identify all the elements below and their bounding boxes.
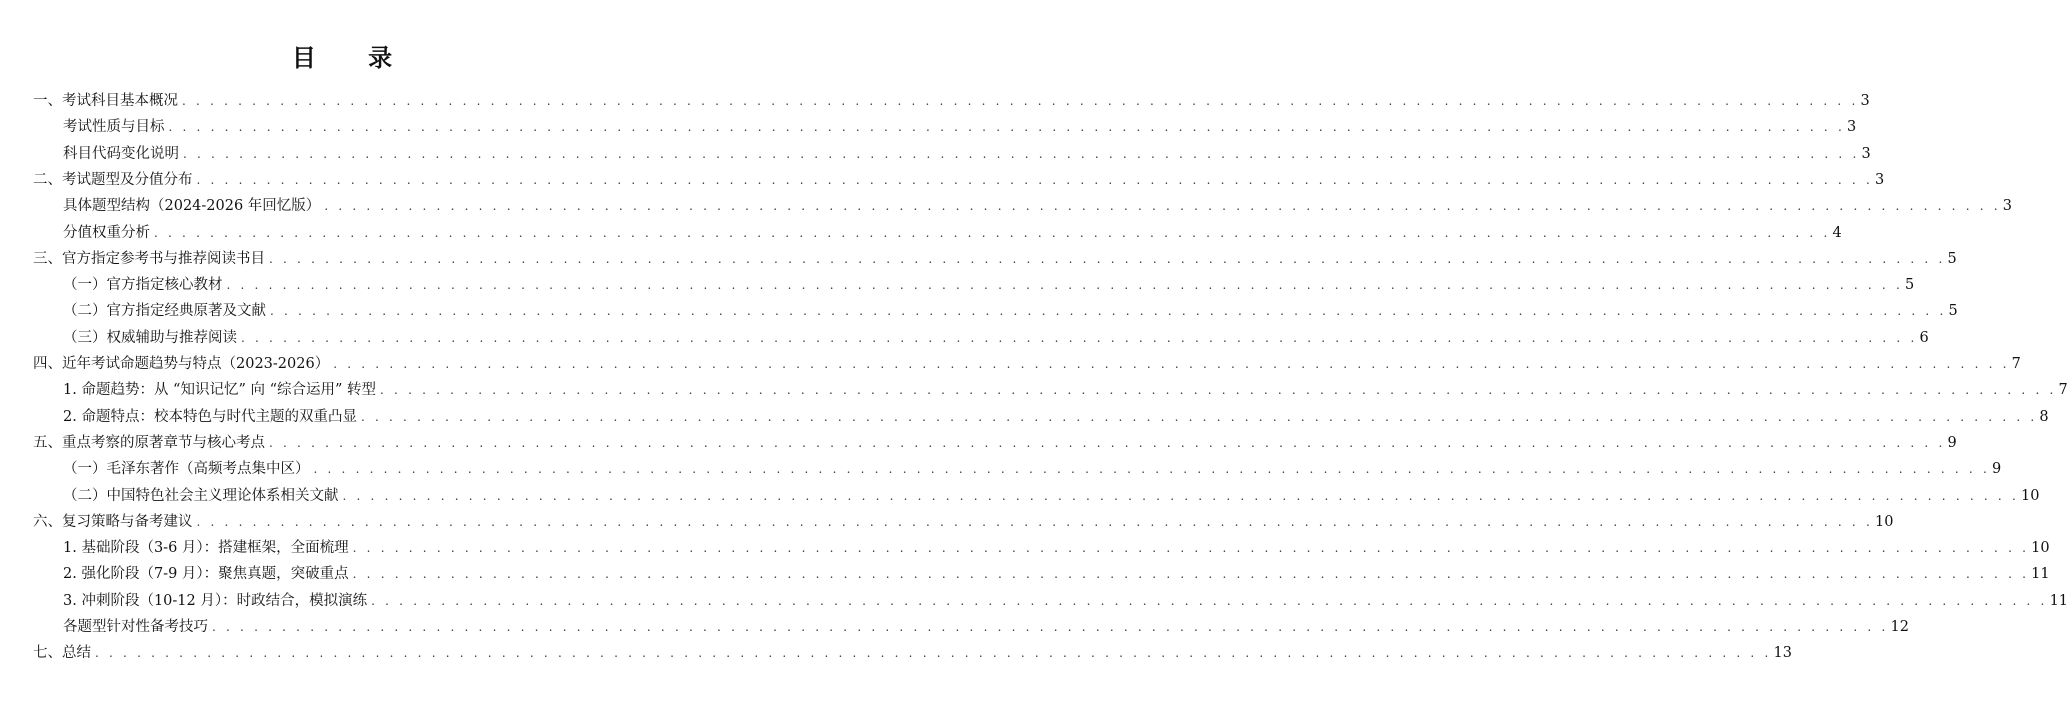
toc-page-number: 3 [1860, 93, 1870, 109]
toc-dot-leader: . . . . . . . . . . . . . . . . . . . . . . . . . . . . . . . . . . . . . . . . . . . . . . . . . . . . . . . . . . . . . . . . . . . . . . . . . . . . . . . . . . . . . . . . . . . . . . . . . . . . . . . . . . . . . . . . . . . . . . . . [182, 94, 1859, 108]
toc-dot-leader: . . . . . . . . . . . . . . . . . . . . . . . . . . . . . . . . . . . . . . . . . . . . . . . . . . . . . . . . . . . . . . . . . . . . . . . . . . . . . . . . . . . . . . . . . . . . . . . . . . . . . . . . . . . . . . . . . . . . . . . . [269, 251, 1946, 266]
toc-entry[interactable] [63, 216, 1842, 242]
toc-page-number: 5 [1948, 303, 1958, 320]
toc-entry[interactable] [63, 479, 2040, 505]
toc-entry[interactable] [63, 452, 2002, 478]
toc-page-number: 3 [1846, 119, 1857, 136]
toc-page-number: 10 [1874, 513, 1894, 530]
toc-page-number: 11 [2031, 566, 2050, 583]
toc-entry-label: （二）中国特色社会主义理论体系相关文献 [63, 487, 339, 504]
toc-page-number: 3 [1874, 171, 1885, 188]
toc-entry-label: 三、官方指定参考书与推荐阅读书目 [33, 250, 265, 267]
page-title: 目 录 [291, 44, 415, 72]
toc-entry-label: 二、考试题型及分值分布 [33, 171, 193, 188]
toc-entry-label: 一、考试科目基本概况 [33, 93, 178, 109]
toc-page-number: 8 [2039, 408, 2049, 425]
toc-entry-label: 六、复习策略与备考建议 [33, 513, 193, 530]
toc-dot-leader: . . . . . . . . . . . . . . . . . . . . . . . . . . . . . . . . . . . . . . . . . . . . . . . . . . . . . . . . . . . . . . . . . . . . . . . . . . . . . . . . . . . . . . . . . . . . . . . . . . . . . . . . . . . . . . . . . . . . . . . . [371, 593, 2048, 608]
toc-entry[interactable] [63, 584, 2068, 610]
toc-dot-leader: . . . . . . . . . . . . . . . . . . . . . . . . . . . . . . . . . . . . . . . . . . . . . . . . . . . . . . . . . . . . . . . . . . . . . . . . . . . . . . . . . . . . . . . . . . . . . . . . . . . . . . . . . . . . . . . . . . . . . . . . [212, 620, 1889, 634]
toc-dot-leader: . . . . . . . . . . . . . . . . . . . . . . . . . . . . . . . . . . . . . . . . . . . . . . . . . . . . . . . . . . . . . . . . . . . . . . . . . . . . . . . . . . . . . . . . . . . . . . . . . . . . . . . . . . . . . . . . . . . . . . . . [352, 541, 2030, 556]
toc-page-number: 7 [2058, 382, 2068, 399]
toc-dot-leader: . . . . . . . . . . . . . . . . . . . . . . . . . . . . . . . . . . . . . . . . . . . . . . . . . . . . . . . . . . . . . . . . . . . . . . . . . . . . . . . . . . . . . . . . . . . . . . . . . . . . . . . . . . . . . . . . . . . . . . . . [241, 330, 1918, 345]
toc-page-number: 9 [1991, 461, 2002, 478]
toc-entry-label: （一）官方指定核心教材 [63, 277, 223, 294]
toc-entry[interactable] [33, 505, 1894, 531]
toc-entry[interactable] [33, 347, 2021, 373]
toc-entry[interactable] [63, 400, 2049, 426]
toc-dot-leader: . . . . . . . . . . . . . . . . . . . . . . . . . . . . . . . . . . . . . . . . . . . . . . . . . . . . . . . . . . . . . . . . . . . . . . . . . . . . . . . . . . . . . . . . . . . . . . . . . . . . . . . . . . . . . . . . . . . . . . . . [183, 146, 1860, 161]
toc-page-number: 4 [1832, 224, 1842, 241]
toc-entry-label: 分值权重分析 [63, 224, 150, 241]
toc-dot-leader: . . . . . . . . . . . . . . . . . . . . . . . . . . . . . . . . . . . . . . . . . . . . . . . . . . . . . . . . . . . . . . . . . . . . . . . . . . . . . . . . . . . . . . . . . . . . . . . . . . . . . . . . . . . . . . . . . . . . . . . . [342, 488, 2019, 503]
toc-entry[interactable] [33, 636, 1792, 662]
toc-page-number: 13 [1773, 645, 1792, 662]
toc-page-number: 11 [2049, 592, 2068, 609]
toc-entry-label: 考试性质与目标 [63, 119, 165, 136]
toc-dot-leader: . . . . . . . . . . . . . . . . . . . . . . . . . . . . . . . . . . . . . . . . . . . . . . . . . . . . . . . . . . . . . . . . . . . . . . . . . . . . . . . . . . . . . . . . . . . . . . . . . . . . . . . . . . . . . . . . . . . . . . . . [333, 357, 2010, 371]
toc-dot-leader: . . . . . . . . . . . . . . . . . . . . . . . . . . . . . . . . . . . . . . . . . . . . . . . . . . . . . . . . . . . . . . . . . . . . . . . . . . . . . . . . . . . . . . . . . . . . . . . . . . . . . . . . . . . . . . . . . . . . . . . . [154, 225, 1831, 240]
toc-entry[interactable] [63, 110, 1857, 136]
toc-dot-leader: . . . . . . . . . . . . . . . . . . . . . . . . . . . . . . . . . . . . . . . . . . . . . . . . . . . . . . . . . . . . . . . . . . . . . . . . . . . . . . . . . . . . . . . . . . . . . . . . . . . . . . . . . . . . . . . . . . . . . . . . [196, 514, 1873, 529]
toc-dot-leader: . . . . . . . . . . . . . . . . . . . . . . . . . . . . . . . . . . . . . . . . . . . . . . . . . . . . . . . . . . . . . . . . . . . . . . . . . . . . . . . . . . . . . . . . . . . . . . . . . . . . . . . . . . . . . . . . . . . . . . . . [196, 172, 1873, 187]
toc-entry-label: 2. 命题特点：校本特色与时代主题的双重凸显 [63, 408, 357, 425]
toc-page-number: 3 [1861, 145, 1871, 162]
toc-page-number: 10 [2020, 487, 2040, 504]
toc-entry[interactable] [33, 84, 1870, 110]
toc-entry-label: 具体题型结构（2024-2026 年回忆版） [63, 198, 321, 215]
toc-entry-label: （二）官方指定经典原著及文献 [63, 303, 266, 320]
toc-entry-label: 2. 强化阶段（7-9 月）：聚焦真题，突破重点 [63, 566, 349, 583]
toc-entry-label: 四、近年考试命题趋势与特点（2023-2026） [33, 356, 330, 372]
toc-entry-label: 1. 命题趋势：从 “知识记忆” 向 “综合运用” 转型 [63, 382, 377, 399]
toc-page-number: 7 [2011, 356, 2021, 372]
toc-page-number: 5 [1947, 250, 1957, 267]
toc-entry[interactable] [63, 531, 2050, 557]
toc-page-number: 9 [1947, 434, 1957, 451]
toc-page-number: 12 [1890, 619, 1909, 635]
toc-entry-label: （一）毛泽东著作（高频考点集中区） [63, 461, 310, 478]
toc-dot-leader: . . . . . . . . . . . . . . . . . . . . . . . . . . . . . . . . . . . . . . . . . . . . . . . . . . . . . . . . . . . . . . . . . . . . . . . . . . . . . . . . . . . . . . . . . . . . . . . . . . . . . . . . . . . . . . . . . . . . . . . . [360, 409, 2038, 424]
toc-entry[interactable] [63, 268, 1915, 294]
toc-entry-label: 1. 基础阶段（3-6 月）：搭建框架，全面梳理 [63, 540, 349, 557]
toc-dot-leader: . . . . . . . . . . . . . . . . . . . . . . . . . . . . . . . . . . . . . . . . . . . . . . . . . . . . . . . . . . . . . . . . . . . . . . . . . . . . . . . . . . . . . . . . . . . . . . . . . . . . . . . . . . . . . . . . . . . . . . . . [324, 199, 2001, 214]
toc-dot-leader: . . . . . . . . . . . . . . . . . . . . . . . . . . . . . . . . . . . . . . . . . . . . . . . . . . . . . . . . . . . . . . . . . . . . . . . . . . . . . . . . . . . . . . . . . . . . . . . . . . . . . . . . . . . . . . . . . . . . . . . . [313, 462, 1990, 477]
toc-entry[interactable] [63, 294, 1958, 320]
toc-entry[interactable] [33, 242, 1957, 268]
toc-entry-label: 七、总结 [33, 645, 91, 662]
toc-entry-label: 五、重点考察的原著章节与核心考点 [33, 434, 265, 451]
toc-entry[interactable] [63, 321, 1929, 347]
toc-entry[interactable] [63, 189, 2013, 215]
toc-dot-leader: . . . . . . . . . . . . . . . . . . . . . . . . . . . . . . . . . . . . . . . . . . . . . . . . . . . . . . . . . . . . . . . . . . . . . . . . . . . . . . . . . . . . . . . . . . . . . . . . . . . . . . . . . . . . . . . . . . . . . . . . [380, 383, 2057, 398]
toc-entry[interactable] [33, 426, 1957, 452]
toc-dot-leader: . . . . . . . . . . . . . . . . . . . . . . . . . . . . . . . . . . . . . . . . . . . . . . . . . . . . . . . . . . . . . . . . . . . . . . . . . . . . . . . . . . . . . . . . . . . . . . . . . . . . . . . . . . . . . . . . . . . . . . . . [270, 304, 1947, 319]
toc-entry-label: 各题型针对性备考技巧 [63, 619, 208, 635]
toc-dot-leader: . . . . . . . . . . . . . . . . . . . . . . . . . . . . . . . . . . . . . . . . . . . . . . . . . . . . . . . . . . . . . . . . . . . . . . . . . . . . . . . . . . . . . . . . . . . . . . . . . . . . . . . . . . . . . . . . . . . . . . . . [269, 435, 1946, 450]
toc-page-number: 5 [1904, 277, 1915, 294]
toc-entry[interactable] [33, 163, 1885, 189]
toc-entry[interactable] [63, 137, 1871, 163]
toc-entry[interactable] [63, 557, 2050, 583]
toc-dot-leader: . . . . . . . . . . . . . . . . . . . . . . . . . . . . . . . . . . . . . . . . . . . . . . . . . . . . . . . . . . . . . . . . . . . . . . . . . . . . . . . . . . . . . . . . . . . . . . . . . . . . . . . . . . . . . . . . . . . . . . . . [352, 567, 2030, 582]
toc-entry-label: 科目代码变化说明 [63, 145, 179, 162]
toc-page-number: 10 [2031, 540, 2050, 557]
toc-entry-label: 3. 冲刺阶段（10-12 月）：时政结合，模拟演练 [63, 592, 368, 609]
toc-entry[interactable] [63, 373, 2068, 399]
toc-entry[interactable] [63, 610, 1909, 636]
toc-page-number: 3 [2002, 198, 2013, 215]
toc-entry-label: （三）权威辅助与推荐阅读 [63, 329, 237, 346]
toc-page-number: 6 [1919, 329, 1929, 346]
toc-dot-leader: . . . . . . . . . . . . . . . . . . . . . . . . . . . . . . . . . . . . . . . . . . . . . . . . . . . . . . . . . . . . . . . . . . . . . . . . . . . . . . . . . . . . . . . . . . . . . . . . . . . . . . . . . . . . . . . . . . . . . . . . [168, 120, 1845, 135]
toc-dot-leader: . . . . . . . . . . . . . . . . . . . . . . . . . . . . . . . . . . . . . . . . . . . . . . . . . . . . . . . . . . . . . . . . . . . . . . . . . . . . . . . . . . . . . . . . . . . . . . . . . . . . . . . . . . . . . . . . . . . . . . . . [95, 646, 1772, 661]
toc-dot-leader: . . . . . . . . . . . . . . . . . . . . . . . . . . . . . . . . . . . . . . . . . . . . . . . . . . . . . . . . . . . . . . . . . . . . . . . . . . . . . . . . . . . . . . . . . . . . . . . . . . . . . . . . . . . . . . . . . . . . . . . . [226, 278, 1903, 293]
